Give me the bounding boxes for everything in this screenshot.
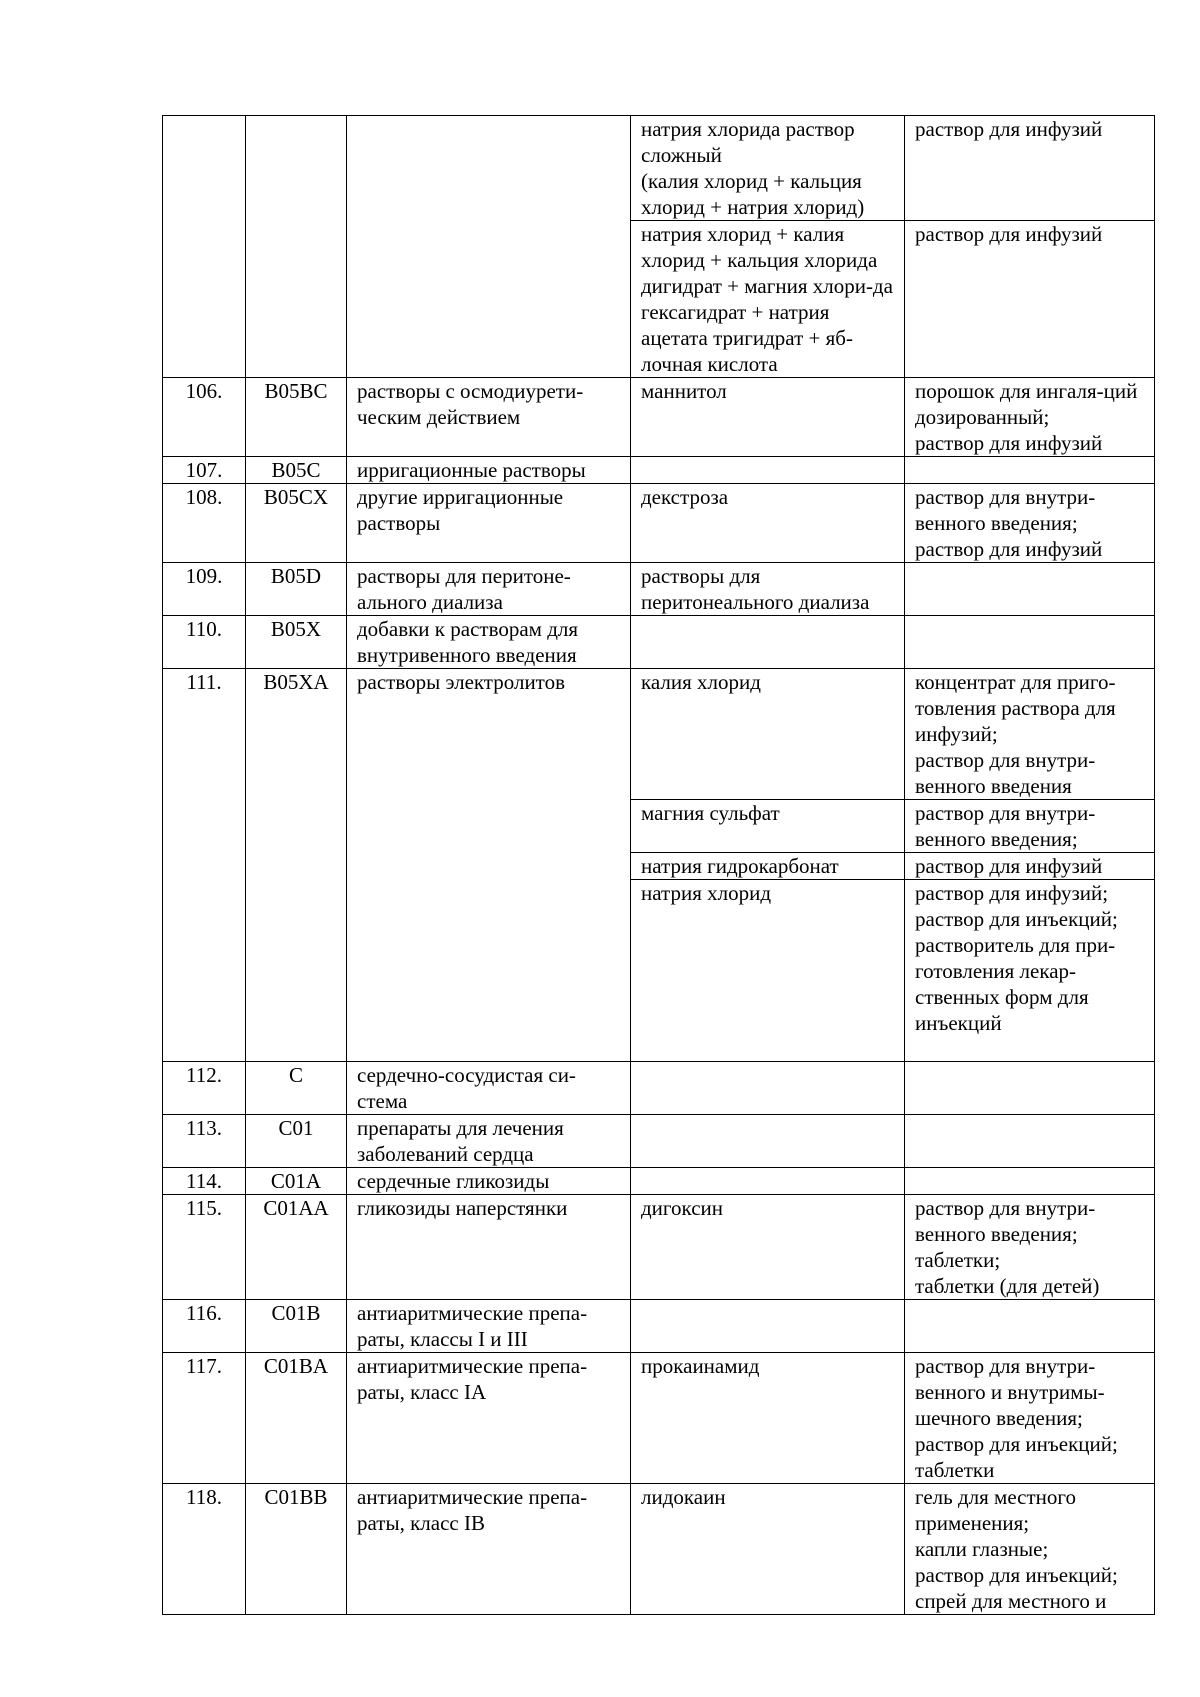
atc-code-cell: C01AA [246,1195,347,1300]
atc-group-name-cell: растворы для перитоне-ального диализа [347,563,631,616]
row-number-cell: 116. [163,1300,246,1353]
table-row [163,616,1155,669]
dosage-forms-cell: раствор для инфузий; раствор для инъекций; растворитель для при-готовления лекар-ственных форм для инъекций [905,880,1155,1062]
atc-group-name-cell: ирригационные растворы [347,457,631,484]
table-row [163,563,1155,616]
row-number-cell: 117. [163,1353,246,1484]
row-number-cell: 112. [163,1062,246,1115]
table-row [163,1168,1155,1195]
atc-group-name-cell: сердечно-сосудистая си-стема [347,1062,631,1115]
table-row [163,1062,1155,1115]
dosage-forms-cell: раствор для внутри-венного и внутримы-шечного введения; раствор для инъекций; таблетки [905,1353,1155,1484]
atc-code-cell: B05X [246,616,347,669]
drug-name-cell: лидокаин [631,1484,905,1615]
drug-name-cell [631,1115,905,1168]
atc-group-name-cell: растворы с осмодиурети-ческим действием [347,378,631,457]
row-number-cell [163,116,246,378]
drug-name-cell: калия хлорид [631,669,905,800]
dosage-forms-cell [905,563,1155,616]
row-number-cell: 113. [163,1115,246,1168]
dosage-forms-cell [905,1062,1155,1115]
atc-group-name-cell: другие ирригационные растворы [347,484,631,563]
drug-name-cell: декстроза [631,484,905,563]
medicines-table [162,115,1155,1615]
table-row [163,1195,1155,1300]
dosage-forms-cell: концентрат для приго-товления раствора для инфузий; раствор для внутри-венного введения [905,669,1155,800]
drug-name-cell: растворы для перитонеального диализа [631,563,905,616]
drug-name-cell: натрия хлорид + калия хлорид + кальция хлорида дигидрат + магния хлори-да гексагидрат + натрия ацетата тригидрат + яб-лочная кислота [631,221,905,378]
table-row [163,669,1155,800]
dosage-forms-cell: порошок для ингаля-ций дозированный; раствор для инфузий [905,378,1155,457]
dosage-forms-cell: раствор для внутри-венного введения; раствор для инфузий [905,484,1155,563]
atc-group-name-cell: растворы электролитов [347,669,631,1062]
atc-code-cell: B05BC [246,378,347,457]
dosage-forms-cell: гель для местного применения; капли глазные; раствор для инъекций; спрей для местного и [905,1484,1155,1615]
atc-code-cell: B05CX [246,484,347,563]
row-number-cell: 118. [163,1484,246,1615]
row-number-cell: 106. [163,378,246,457]
drug-name-cell [631,1062,905,1115]
row-number-cell: 107. [163,457,246,484]
table-row [163,378,1155,457]
atc-group-name-cell: препараты для лечения заболеваний сердца [347,1115,631,1168]
atc-group-name-cell: сердечные гликозиды [347,1168,631,1195]
table-body [163,116,1155,1615]
dosage-forms-cell [905,616,1155,669]
table-row [163,1353,1155,1484]
atc-code-cell: B05D [246,563,347,616]
dosage-forms-cell: раствор для инфузий [905,116,1155,221]
drug-name-cell [631,457,905,484]
drug-name-cell: прокаинамид [631,1353,905,1484]
dosage-forms-cell [905,1300,1155,1353]
atc-code-cell [246,116,347,378]
dosage-forms-cell [905,1168,1155,1195]
drug-name-cell: натрия хлорида раствор сложный (калия хлорид + кальция хлорид + натрия хлорид) [631,116,905,221]
table-row [163,1300,1155,1353]
table-row [163,484,1155,563]
table-row [163,1484,1155,1615]
atc-code-cell: C01BB [246,1484,347,1615]
drug-name-cell [631,1168,905,1195]
dosage-forms-cell [905,1115,1155,1168]
dosage-forms-cell: раствор для инфузий [905,221,1155,378]
atc-group-name-cell: гликозиды наперстянки [347,1195,631,1300]
drug-name-cell: маннитол [631,378,905,457]
atc-code-cell: C01BA [246,1353,347,1484]
table-row [163,116,1155,221]
drug-name-cell: натрия хлорид [631,880,905,1062]
dosage-forms-cell: раствор для внутри-венного введения; таблетки; таблетки (для детей) [905,1195,1155,1300]
atc-group-name-cell: добавки к растворам для внутривенного введения [347,616,631,669]
table-row [163,457,1155,484]
row-number-cell: 111. [163,669,246,1062]
drug-name-cell [631,616,905,669]
drug-name-cell: дигоксин [631,1195,905,1300]
atc-group-name-cell: антиаритмические препа-раты, класс IB [347,1484,631,1615]
dosage-forms-cell [905,457,1155,484]
row-number-cell: 109. [163,563,246,616]
table-row [163,1115,1155,1168]
drug-name-cell: натрия гидрокарбонат [631,853,905,880]
atc-code-cell: C [246,1062,347,1115]
atc-group-name-cell [347,116,631,378]
atc-code-cell: C01A [246,1168,347,1195]
row-number-cell: 110. [163,616,246,669]
dosage-forms-cell: раствор для инфузий [905,853,1155,880]
atc-code-cell: C01B [246,1300,347,1353]
drug-name-cell [631,1300,905,1353]
atc-group-name-cell: антиаритмические препа-раты, класс IA [347,1353,631,1484]
atc-code-cell: B05XA [246,669,347,1062]
atc-group-name-cell: антиаритмические препа-раты, классы I и III [347,1300,631,1353]
drug-name-cell: магния сульфат [631,800,905,853]
atc-code-cell: C01 [246,1115,347,1168]
dosage-forms-cell: раствор для внутри-венного введения; [905,800,1155,853]
row-number-cell: 108. [163,484,246,563]
atc-code-cell: B05C [246,457,347,484]
row-number-cell: 114. [163,1168,246,1195]
row-number-cell: 115. [163,1195,246,1300]
